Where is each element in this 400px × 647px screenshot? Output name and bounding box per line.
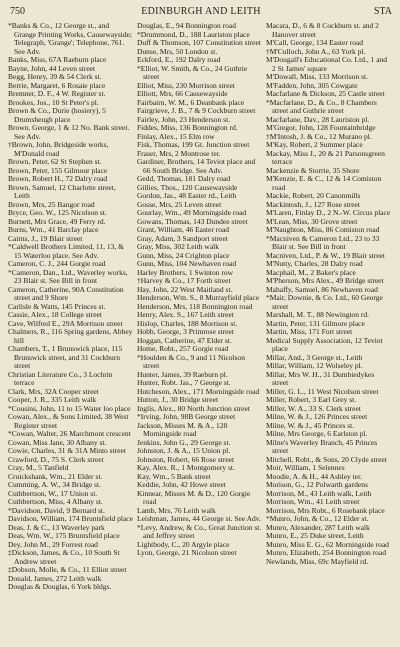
directory-entry: Milne's Waverley Branch, 45 Princes street — [266, 437, 378, 455]
page-title: EDINBURGH AND LEITH — [141, 6, 261, 17]
directory-entry: †M'Culloch, John A., 63 York pl. — [266, 46, 366, 56]
directory-entry: Burnett, Mrs Grace, 49 Ferry rd. — [8, 216, 106, 226]
directory-entry: Duff & Thomson, 107 Constitution street — [137, 38, 261, 47]
directory-entry: Bryce, Geo. W., 125 Nicolson st. — [8, 208, 107, 217]
directory-entry: Gunn, Miss, 104 Newhaven road — [137, 259, 237, 268]
directory-entry: Elliott, Mrs, 66 Causewayside — [137, 89, 228, 98]
directory-entry: Cowan, Miss Jane, 30 Albany st. — [8, 437, 107, 447]
directory-entry: Home, Robt., 257 Gorgie road — [137, 344, 229, 353]
directory-entry: Martin, Miss, 171 Fort street — [266, 327, 353, 336]
directory-entry: Gourlay, Wm., 49 Morningside road — [137, 208, 247, 217]
directory-entry: Fraser, Mrs, 2 Montrose ter. — [137, 148, 221, 158]
directory-entry: Gardiner, Brothers, 14 Teviot place and 66 South Bridge. See Adv. — [137, 157, 256, 175]
directory-entry: Bremner, D. F., 4 W. Register st. — [8, 89, 106, 98]
directory-entry: Fairley, John, 23 Henderson st. — [137, 114, 231, 124]
directory-entry: Medical Supply Association, 12 Teviot place — [266, 335, 383, 353]
directory-entry: Dunse, Mrs, 50 London st. — [137, 46, 218, 56]
directory-entry: Gosse, Mrs, 25 Leven street — [137, 199, 222, 209]
directory-entry: Morrison, Mrs Robt., 6 Rosebank place — [266, 505, 385, 515]
running-keyword: STA — [373, 6, 392, 17]
directory-entry: Marshall, M. T., 88 Newington rd. — [266, 310, 370, 319]
directory-entry: †Harvey & Co., 17 Forth street — [137, 276, 231, 285]
directory-entry: Gedd, Thomas, 181 Dalry road — [137, 174, 231, 183]
directory-entry: M'Kay, Robert, 2 Summer place — [266, 140, 363, 149]
directory-entry: *Elliot, W. Smith, & Co., 24 Guthrie street — [137, 63, 248, 81]
directory-entry: Hobb, George, 3 Primrose street — [137, 327, 234, 336]
directory-entry: Davidson, William, 174 Bruntsfield place — [8, 514, 133, 523]
directory-entry: Millar, And., 3 George st., Leith — [266, 352, 363, 362]
directory-entry: Cairns, J., 19 Blair street — [8, 233, 83, 243]
directory-entry: M'Naughton, Miss, 86 Comiston road — [266, 225, 380, 234]
directory-entry: Douglas, E., 94 Bonnington road — [137, 22, 236, 30]
directory-entry: Milne, W. & J., 126 Princes street — [266, 412, 368, 421]
directory-entry: Jenkins, John G., 29 George st. — [137, 437, 231, 447]
directory-entry: Munro, Miss E. G., 62 Morningside road — [266, 539, 389, 549]
directory-entry: Donald, James, 272 Leith walk — [8, 573, 102, 583]
directory-entry: Cassie, Alex., 18 College street — [8, 310, 102, 319]
directory-entry: *Irving, John, 98B George street — [137, 412, 236, 421]
directory-entry: M'Lean, Miss, 30 Grove street — [266, 216, 358, 226]
directory-entry: Gowans, Thomas, 143 Dundee street — [137, 216, 248, 226]
directory-entry: Lightbody, C., 20 Argyle place — [137, 539, 230, 549]
directory-entry: *Banks & Co., 12 George st., and Grange Printing Works, Causewayside; Telegraph, 'Grange'; Telephone, 761. See Adv. — [8, 22, 132, 56]
directory-entry: Leishman, James, 44 George st. See Adv. — [137, 514, 261, 523]
directory-entry: Brown, Peter, 155 Gilmour place — [8, 165, 108, 175]
directory-entry: *Levy, Andrew, & Co., Great Junction st. and Jeffrey street — [137, 522, 262, 540]
page-header — [10, 6, 392, 20]
directory-entry: M'Call, George, 134 Easter road — [266, 38, 364, 47]
directory-entry: Millar, William, 12 Wolseley pl. — [266, 361, 363, 370]
directory-entry: Henry, Alex. S., 167 Leith street — [137, 310, 234, 319]
directory-entry: Inglis, Alex., 80 North Junction street — [137, 403, 250, 413]
directory-entry: *Cameron, Dan., Ltd., Waverley works, 23 Blair st. See Bill in front — [8, 267, 128, 285]
directory-entry: Bayne, John, 44 Leven street — [8, 63, 96, 73]
directory-entry: Mackay, Miss J., 20 & 21 Parsonsgreen terrace — [266, 148, 385, 166]
directory-entry: Banks, Miss, 67A Raeburn place — [8, 55, 107, 64]
directory-entry: Brown, Robert H., 72 Dalry road — [8, 174, 108, 183]
directory-entry: Jackson, Misses M. & A., 128 Morningside road — [137, 420, 228, 438]
directory-entry: *Macniven & Cameron Ltd., 23 to 33 Blair st. See Bill in front — [266, 233, 380, 251]
directory-entry: Eckford, E., 192 Dalry road — [137, 55, 221, 64]
directory-entry: Cooper, J. R., 335 Leith walk — [8, 395, 97, 404]
directory-entry: Miller, G. L., 11 West Nicolson street — [266, 386, 379, 396]
directory-entry: M'Fadden, John, 305 Cowgate — [266, 80, 358, 90]
directory-entry: Christian Literature Co., 3 Lochrin terrace — [8, 369, 113, 387]
directory-entry: Newlands, Miss, 69c Mayfield rd. — [266, 556, 369, 566]
directory-entry: Kay, Alex. R., 1 Montgomery st. — [137, 463, 235, 472]
directory-entry: Brown, Samuel, 12 Charlotte street, Leith — [8, 182, 116, 200]
directory-entry: Grant, William, 46 Easter road — [137, 225, 230, 234]
directory-entry: Finlay, Alex., 15 Elm row — [137, 131, 215, 141]
directory-entry: *Mair, Downie, & Co. Ltd., 60 George street — [266, 293, 383, 311]
directory-entry: *Munro, John, & Co., 12 Elder st. — [266, 514, 369, 523]
directory-entry: Lamb, Mrs, 76 Leith walk — [137, 505, 216, 515]
directory-entry: Hoggan, Catherine, 47 Elder st. — [137, 335, 232, 345]
directory-entry: Johnston, J. & A., 15 Union pl. — [137, 446, 231, 455]
directory-entry: Hutcheson, Alex., 171 Morningside road — [137, 386, 260, 396]
directory-entry: Gunn, Miss, 24 Crighton place — [137, 250, 230, 260]
directory-entry: Cray, M., 5 Tanfield — [8, 463, 69, 472]
directory-entry: M'Gregor, John, 128 Fountainbridge — [266, 123, 376, 132]
directory-entry: Mackenzie & Storrie, 35 Shore — [266, 165, 360, 175]
directory-entry: *Drummond, D., 188 Lauriston place — [137, 29, 250, 39]
directory-entry: Brown, Peter, 62 St Stephen st. — [8, 157, 102, 166]
directory-entry: Clark, Mrs, 32A Cooper street — [8, 386, 99, 396]
directory-entry: Milne, Mrs George, 6 Earlston pl. — [266, 429, 368, 438]
directory-entry: Cuthbertson, Miss, 4 Albany st. — [8, 497, 103, 506]
directory-entry: Cameron, Catherine, 90A Constitution street and 9 Shore — [8, 284, 124, 302]
directory-entry: Gillies, Thos., 120 Causewayside — [137, 182, 238, 192]
directory-entry: M'Laren, Finlay D., 2 N.-W. Circus place — [266, 208, 391, 217]
directory-entry: *Cousins, John, 11 to 15 Water loo place — [8, 403, 131, 413]
directory-entry: Mitchell, Robt., & Sons, 20 Clyde street — [266, 454, 387, 464]
directory-entry: Hunter, Robt. Jas., 7 George st. — [137, 378, 231, 387]
directory-entry: Brown, Mrs, 25 Bangor road — [8, 199, 95, 209]
directory-entry: Elliot, Miss, 230 Morrison street — [137, 80, 235, 90]
directory-entry: Mackintosh, J., 127 Rose street — [266, 199, 360, 209]
directory-entry: Brown, George, 1 & 12 No. Bank street. See Adv. — [8, 123, 130, 141]
directory-entry: Fairbairn, W. M., 6 Deanbank place — [137, 97, 245, 107]
directory-entry: Gray, Adam, 3 Sandport street — [137, 233, 228, 243]
directory-entry: Brookes, Jos., 10 St Peter's pl. — [8, 97, 99, 107]
directory-entry: Cowie, Charles, 31 & 31A Minto street — [8, 446, 126, 455]
directory-entry: *Cowan, Walter, 26 Marchmont crescent — [8, 429, 131, 438]
directory-entry: Kinnear, Misses M. & D., 120 Gorgie road — [137, 488, 251, 506]
directory-entry: Morrison, M., 43 Leith walk, Leith — [266, 488, 372, 498]
directory-entry: Hay, John, 22 West Maitland st. — [137, 284, 233, 294]
directory-entry: Munro, Alexander, 287 Leith walk — [266, 522, 370, 532]
directory-entry: Hutton, J., 30 Bridge street — [137, 395, 219, 404]
directory-entry: Mackie, Robert, 20 Canonmills — [266, 191, 361, 200]
directory-entry: *Houlden & Co., 9 and 11 Nicolson street — [137, 352, 246, 370]
directory-entry: Gray, Miss, 302 Leith walk — [137, 242, 220, 251]
directory-entry: ‡Dickson, James, & Co., 10 South St Andrew street — [8, 548, 120, 566]
directory-entry: Macphail, M., 2 Baker's place — [266, 267, 356, 277]
directory-entry: Fairgrieve, J. B., 7 & 9 Cockburn street — [137, 106, 256, 115]
directory-entry: Moir, William, 1 Selennes — [266, 463, 345, 472]
directory-entry: Carlisle & Watts, 145 Princes st. — [8, 301, 106, 311]
directory-entry: Moodie, A. & H., 44 Ashley ter. — [266, 471, 363, 481]
directory-entry: Hunter, James, 39 Raeburn pl. — [137, 369, 228, 379]
directory-entry: Dey, John M., 29 Forrest road — [8, 539, 98, 549]
directory-entry: M'Pherson, Mrs Alex., 49 Bridge street — [266, 276, 384, 285]
directory-entry: Henderson, Mrs, 118 Bonnington road — [137, 301, 253, 311]
directory-entry: Munro, Elizabeth, 254 Bonnington road — [266, 548, 386, 557]
directory-entry: *Macfarlane, D., & Co., 8 Chambers street and Guthrie street — [266, 97, 377, 115]
directory-entry: Deas, Wm. W., 175 Bruntsfield place — [8, 531, 120, 540]
directory-entry: Cruickshank, Wm., 21 Elder st. — [8, 471, 103, 481]
directory-entry: Harley Brothers, 1 Swinton row — [137, 267, 234, 277]
directory-entry: Chambers, T., 1 Brunswick place, 115 Brunswick street, and 31 Cockburn street — [8, 344, 123, 370]
directory-entry: Berrie, Margaret, 6 Rosaie place — [8, 80, 106, 90]
directory-columns — [8, 22, 394, 643]
column-2 — [137, 22, 262, 643]
directory-entry: Cowan, Alex., & Sons Limited, 38 West Register street — [8, 412, 129, 430]
directory-entry: Deas, J. & C., 13 Waverley park — [8, 522, 105, 532]
directory-entry: *Caldwell Brothers Limited, 11, 13, & 15 Waterloo place. See Adv. — [8, 242, 124, 260]
directory-entry: Miller, W. A., 33 S. Clerk street — [266, 403, 361, 413]
column-1 — [8, 22, 133, 643]
directory-entry: Crawford, D., 75 S. Clerk street — [8, 454, 104, 464]
directory-entry: Henderson, Wm. S., 8 Murrayfield place — [137, 293, 260, 302]
directory-entry: Brown & Co., Durie (hosiery), 5 Drumsheugh place — [8, 106, 106, 124]
directory-entry: Chalmers, R., 116 Spring gardens, Abbey hill — [8, 327, 133, 345]
directory-entry: Kay, Wm., 5 Bank street — [137, 471, 211, 481]
directory-entry: Douglas & Douglas, 6 York bldgs. — [8, 582, 112, 591]
directory-entry: Keddie, John, 42 Howe street — [137, 480, 226, 489]
directory-entry: Burns, Wm., 41 Barclay place — [8, 225, 99, 234]
column-3 — [266, 22, 391, 643]
directory-entry: Milne, W. & J., 45 Princes st. — [266, 420, 355, 430]
directory-entry: M'Kenzie, E. & C., 12 & 14 Comiston road — [266, 174, 382, 192]
directory-entry: Cameron, C. J., 244 Gorgie road — [8, 259, 106, 268]
directory-entry: Cuthbertson, W., 17 Union st. — [8, 488, 98, 498]
directory-entry: Mahaffy, Samuel, 86 Newhaven road — [266, 284, 378, 294]
directory-entry: Miller, Robert, 3 Earl Grey st. — [266, 395, 357, 404]
page-number: 750 — [10, 6, 25, 17]
directory-entry: †Brown, John, Bridgeside works, M'Donald road — [8, 140, 109, 158]
directory-entry: M'Dougall's Educational Co. Ltd., 1 and 2 St James' square — [266, 55, 388, 73]
directory-entry: Morison, G., 12 Polwarth gardens — [266, 480, 368, 489]
directory-entry: Morrison, Wm., 41 Leith street — [266, 497, 360, 506]
directory-entry: Fiddes, Miss, 136 Bonnington rd. — [137, 123, 238, 132]
directory-entry: Lyon, George, 21 Nicolson street — [137, 548, 237, 557]
directory-entry: Millar, Mrs W. H., 31 Dumbiedykes street — [266, 369, 375, 387]
directory-entry: Cave, Wilfred E., 29A Morrison street — [8, 318, 123, 328]
directory-entry: Gordon, Jas., 48 Easter rd., Leith — [137, 191, 237, 200]
directory-entry: Johnston, Robert, 66 Rose street — [137, 454, 235, 464]
directory-entry: ‡Dobson, Molle, & Co., 11 Elliot street — [8, 565, 127, 574]
directory-entry: Martin, Peter, 131 Gilmore place — [266, 318, 365, 328]
directory-entry: Hislop, Charles, 188 Morrison st. — [137, 318, 238, 328]
directory-entry: Macara, D., 6 & 8 Cockburn st. and 2 Hanover street — [266, 22, 379, 39]
directory-entry: Munro, E., 25 Duke street, Leith — [266, 531, 364, 540]
directory-entry: Begg, Henry, 39 & 54 Clerk st. — [8, 72, 102, 81]
directory-entry: Cumming, A. W., 34 Bridge st. — [8, 480, 101, 489]
directory-entry: Macfarlane & Dickson, 25 Castle street — [266, 89, 385, 98]
directory-entry: M'Dowall, Miss, 133 Morrison st. — [266, 72, 368, 81]
directory-entry: M'Nutty, Charles, 28 Dalry road — [266, 259, 363, 268]
directory-entry: Fisk, Thomas, 199 Gt. Junction street — [137, 140, 250, 149]
directory-entry: Macniven, Ltd., P. & W., 19 Blair street — [266, 250, 385, 260]
directory-entry: *Davidson, David, 9 Bernard st. — [8, 505, 105, 515]
directory-entry: Macfarlane, Dav., 28 Lauriston pl. — [266, 114, 370, 124]
directory-entry: †M'Intosh, J. & Co., 12 Murano pl. — [266, 131, 372, 141]
